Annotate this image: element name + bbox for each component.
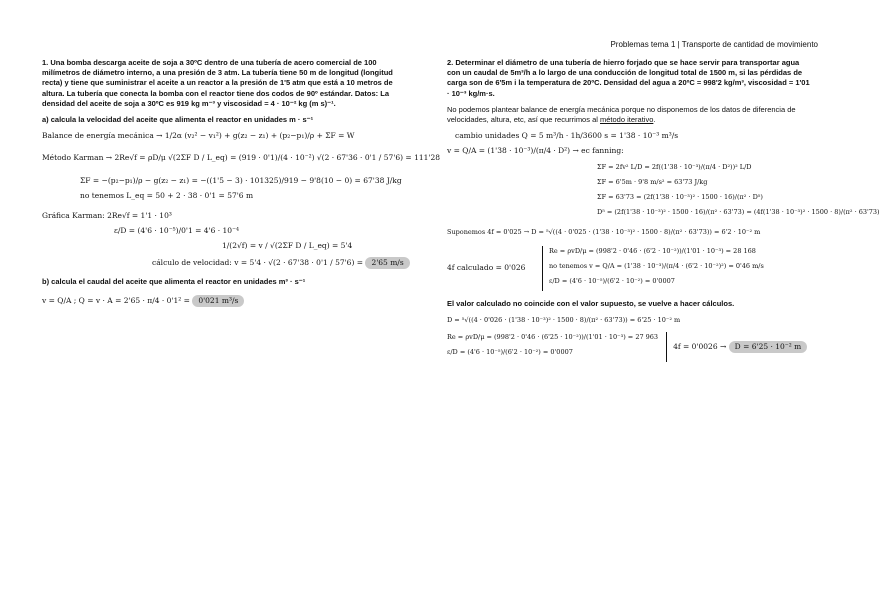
final-result: D = 6'25 · 10⁻² m: [729, 341, 808, 353]
problem-1-statement: 1. Una bomba descarga aceite de soja a 30ºC dentro de una tubería de acero comercial de 100 milímetros de diámetro interno, a una presión de 3 atm. La tubería tiene 50 m de longitud (longitud recta) y tiene que suministrar el aceite a un reactor a la presión de 1'5 atm que está a 10 metros de altura. La tubería que conecta la bomba con el reactor tiene dos codos de 90º estándar. Datos: La densidad del aceite de soja a 30ºC es 919 kg m⁻³ y viscosidad = 4 · 10⁻² kg (m s)⁻¹.: [42, 58, 393, 108]
problem-1-part-b: b) calcula el caudal del aceite que alimenta el reactor en unidades m³ · s⁻¹: [42, 276, 306, 286]
relative-roughness: ε/D = (4'6 · 10⁻⁵)/0'1 = 4'6 · 10⁻⁴: [114, 226, 240, 236]
iteration-1-block: [447, 246, 812, 292]
page-header: Problemas tema 1 | Transporte de cantidad de movimiento: [610, 40, 818, 49]
velocity-calculation: [42, 257, 412, 269]
left-column: [42, 58, 440, 312]
equivalent-length-equation: no tenemos L_eq = 50 + 2 · 38 · 0'1 = 57'6 m: [80, 190, 254, 200]
roughness-2: ε/D = (4'6 · 10⁻⁵)/(6'2 · 10⁻²) = 0'0007: [447, 347, 573, 356]
iteration-1-bracket: [542, 246, 764, 292]
sum-friction-equation: ΣF = −(p₂−p₁)/ρ − g(z₂ − z₁) = −((1'5 − 3) · 101325)/919 − 9'8(10 − 0) = 67'38 J/kg: [80, 175, 402, 185]
fanning-eq-3: ΣF = 63'73 = (2f(1'38 · 10⁻³)² · 1500 · 16)/(π² · D⁵): [597, 193, 763, 202]
diameter-fifth-power: D⁵ = (2f(1'38 · 10⁻³)² · 1500 · 16)/(π² · 63'73) = (4f(1'38 · 10⁻³)² · 1500 · 8)/(π² · 63'73): [597, 208, 880, 217]
velocity-fanning-equation: v = Q/A = (1'38 · 10⁻³)/(π/4 · D²) → ec fanning:: [447, 146, 624, 156]
final-label: 4f = 0'0026 →: [673, 341, 727, 351]
iterative-method-link: método iterativo: [600, 115, 654, 125]
karman-method-equation: Método Karman → 2Re√f = ρD/μ √(2ΣF D / L_eq) = (919 · 0'1)/(4 · 10⁻²) √(2 · 67'36 · 0'1 / 57'6) = 111'28: [42, 153, 440, 163]
problem-2-statement: 2. Determinar el diámetro de una tubería de hierro forjado que se hace servir para transportar agua con un caudal de 5m³/h a lo largo de una conducción de longitud total de 1500 m, si las pérdidas de carga son de 6'5m i la temperatura de 20ºC. Densidad del agua a 20ºC = 998'2 kg/m³, viscosidad = 1'01 · 10⁻³ kg/m·s.: [447, 58, 810, 98]
flow-rate-result: 0'021 m³/s: [192, 295, 244, 307]
assumption-equation: Suponemos 4f = 0'025 → D = ⁵√((4 · 0'025 · (1'38 · 10⁻³)² · 1500 · 8)/(π² · 63'73)) = 6'2 · 10⁻² m: [447, 228, 761, 237]
flow-rate-label: v = Q/A ; Q = v · A = 2'65 · π/4 · 0'1² =: [42, 296, 190, 306]
iteration-2-bracket: [447, 332, 667, 362]
calculated-4f: 4f calculado = 0'026: [447, 263, 526, 273]
fanning-eq-2: ΣF = 6'5m · 9'8 m/s² = 63'73 J/kg: [597, 177, 708, 186]
intro-end: .: [653, 115, 656, 125]
iteration-2-block: [447, 332, 812, 362]
reynolds-2: Re = ρvD/μ = (998'2 · 0'46 · (6'25 · 10⁻²))/(1'01 · 10⁻³) = 27 963: [447, 332, 659, 341]
intro-text: No podemos plantear balance de energía mecánica porque no disponemos de los datos de diferencia de velocidades, altura, etc, así que recurrimos al: [447, 104, 796, 125]
mismatch-note: El valor calculado no coincide con el valor supuesto, se vuelve a hacer cálculos.: [447, 299, 735, 309]
flow-rate-calculation: [42, 295, 412, 307]
velocity-1: no tenemos v = Q/A = (1'38 · 10⁻³)/(π/4 · (6'2 · 10⁻²)²) = 0'46 m/s: [549, 261, 764, 270]
unit-change-equation: cambio unidades Q = 5 m³/h · 1h/3600 s = 1'38 · 10⁻³ m³/s: [455, 131, 679, 141]
problem-1-part-a: a) calcula la velocidad del aceite que alimenta el reactor en unidades m · s⁻¹: [42, 115, 314, 125]
diameter-iteration-2: D = ⁵√((4 · 0'026 · (1'38 · 10⁻³)² · 1500 · 8)/(π² · 63'73)) = 6'25 · 10⁻² m: [447, 316, 681, 325]
iterative-method-intro: [447, 105, 812, 125]
right-column: [447, 58, 880, 362]
roughness-1: ε/D = (4'6 · 10⁻⁵)/(6'2 · 10⁻²) = 0'0007: [549, 277, 675, 286]
velocity-result: 2'65 m/s: [365, 257, 409, 269]
fanning-eq-1: ΣF = 2fv² L/D = 2f((1'38 · 10⁻³)/(π/4 · D²))² L/D: [597, 162, 752, 171]
friction-inverse: 1/(2√f) = v / √(2ΣF D / L_eq) = 5'4: [222, 241, 353, 251]
reynolds-1: Re = ρvD/μ = (998'2 · 0'46 · (6'2 · 10⁻²))/(1'01 · 10⁻³) = 28 168: [549, 246, 756, 255]
velocity-label: cálculo de velocidad: v = 5'4 · √(2 · 67'38 · 0'1 / 57'6) =: [152, 257, 364, 267]
karman-chart-line: Gráfica Karman: 2Re√f = 1'1 · 10³: [42, 211, 172, 221]
final-answer: [667, 341, 807, 353]
energy-balance-equation: Balance de energía mecánica → 1/2α (v₂² − v₁²) + g(z₂ − z₁) + (p₂−p₁)/ρ + ΣF = W: [42, 131, 355, 141]
